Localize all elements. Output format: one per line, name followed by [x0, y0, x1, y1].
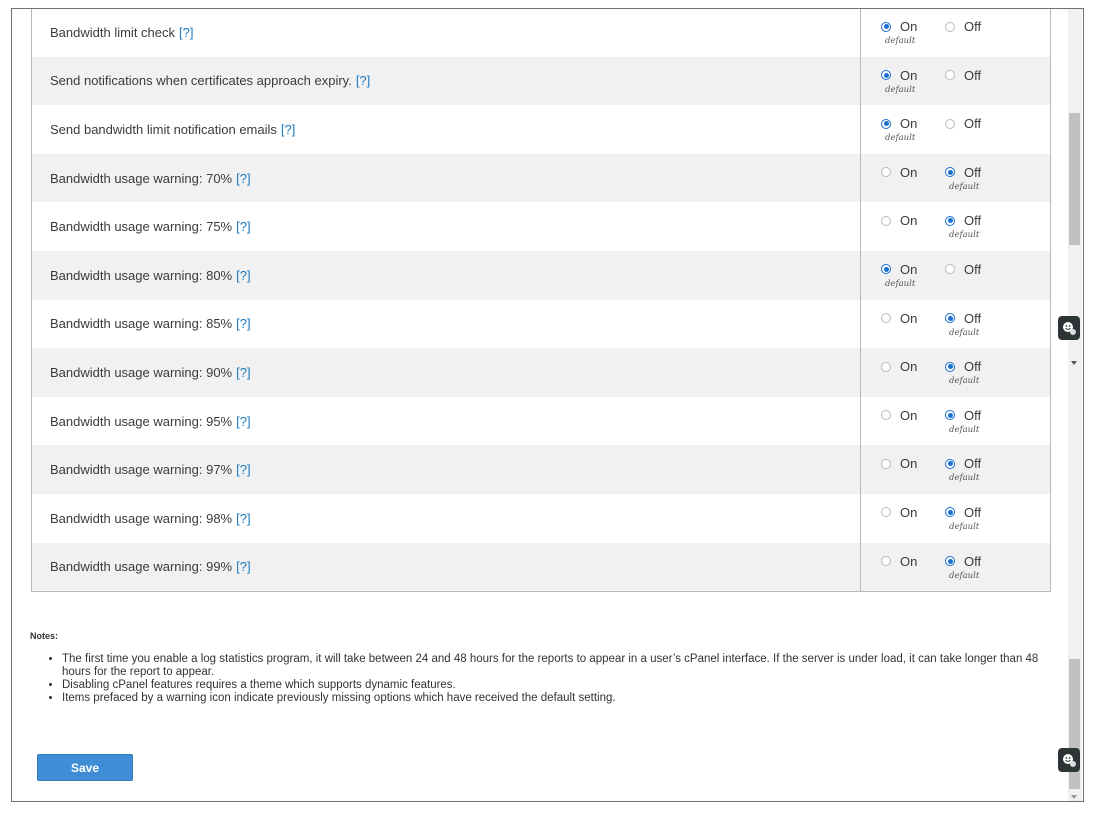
radio-off[interactable]	[945, 216, 955, 226]
option-off	[945, 505, 981, 532]
radio-on[interactable]	[881, 556, 891, 566]
radio-on-text: On	[900, 67, 918, 83]
radio-on-label[interactable]	[881, 213, 917, 228]
radio-on-text: On	[900, 213, 918, 229]
setting-label	[32, 105, 860, 154]
table-row	[32, 445, 1050, 494]
radio-on-text: On	[900, 310, 918, 326]
radio-on-text: On	[900, 504, 918, 520]
setting-label	[32, 397, 860, 446]
radio-on[interactable]	[881, 410, 891, 420]
scrollbar[interactable]	[1068, 9, 1082, 802]
radio-on-label[interactable]	[881, 165, 917, 180]
setting-label-text: Bandwidth usage warning: 80%	[50, 267, 233, 283]
option-off	[945, 456, 981, 483]
default-marker: default	[949, 181, 980, 192]
radio-off-text: Off	[964, 553, 982, 569]
option-cell	[860, 154, 1050, 203]
option-off	[945, 262, 981, 277]
setting-label	[32, 494, 860, 543]
option-on	[881, 116, 917, 143]
setting-label-text: Bandwidth usage warning: 85%	[50, 316, 233, 332]
table-row	[32, 154, 1050, 203]
help-link[interactable]: [?]	[236, 559, 251, 575]
radio-off-text: Off	[964, 67, 982, 83]
radio-off-text: Off	[964, 504, 982, 520]
option-off	[945, 554, 981, 581]
radio-off-label[interactable]	[945, 262, 981, 277]
radio-on-text: On	[900, 359, 918, 375]
radio-on-text: On	[900, 553, 918, 569]
help-link[interactable]: [?]	[236, 316, 251, 332]
notes-item: • The first time you enable a log statistics program, it will take between 24 and 48 hours for the reports to appear in a user’s cPanel interface. If the server is under load, it can take longer than 48 hours for the report to appear.	[62, 653, 1051, 679]
help-link[interactable]: [?]	[236, 170, 251, 186]
radio-off[interactable]	[945, 70, 955, 80]
default-marker: default	[885, 84, 916, 95]
radio-on[interactable]	[881, 70, 891, 80]
radio-off-label[interactable]	[945, 116, 981, 131]
table-row	[32, 494, 1050, 543]
radio-on-label[interactable]	[881, 408, 917, 423]
option-on	[881, 359, 917, 374]
table-row	[32, 348, 1050, 397]
radio-on[interactable]	[881, 362, 891, 372]
option-off	[945, 19, 981, 34]
radio-on-label[interactable]	[881, 311, 917, 326]
default-marker: default	[949, 570, 980, 581]
option-on	[881, 262, 917, 289]
table-row	[32, 202, 1050, 251]
radio-off-text: Off	[964, 407, 982, 423]
option-off	[945, 116, 981, 131]
radio-off[interactable]	[945, 556, 955, 566]
radio-on-label[interactable]	[881, 19, 917, 34]
radio-on-text: On	[900, 116, 918, 132]
radio-off[interactable]	[945, 410, 955, 420]
setting-label-text: Bandwidth usage warning: 75%	[50, 219, 233, 235]
default-marker: default	[949, 376, 980, 387]
option-on	[881, 19, 917, 46]
setting-label	[32, 8, 860, 57]
setting-label-text: Bandwidth usage warning: 98%	[50, 510, 233, 526]
setting-label	[32, 300, 860, 349]
notes-item: • Items prefaced by a warning icon indicate previously missing options which have received the default setting.	[62, 692, 1051, 705]
notes-title: Notes:	[30, 631, 59, 641]
help-link[interactable]: [?]	[280, 121, 296, 137]
radio-on-text: On	[900, 19, 918, 34]
option-cell	[860, 494, 1050, 543]
option-on	[881, 554, 917, 569]
option-off	[945, 213, 981, 240]
chevron-down-icon[interactable]	[1071, 361, 1077, 365]
default-marker: default	[885, 36, 916, 46]
radio-on-label[interactable]	[881, 116, 917, 131]
table-row	[32, 397, 1050, 446]
table-row	[32, 543, 1050, 592]
option-cell	[860, 445, 1050, 494]
radio-on-label[interactable]	[881, 554, 917, 569]
option-off	[945, 359, 981, 386]
setting-label	[32, 543, 860, 592]
setting-label	[32, 251, 860, 300]
setting-label-text: Bandwidth limit check	[50, 24, 175, 40]
radio-on-text: On	[900, 261, 918, 277]
option-on	[881, 311, 917, 326]
help-link[interactable]: [?]	[236, 413, 251, 429]
settings-table	[31, 8, 1051, 592]
radio-off[interactable]	[945, 507, 955, 517]
option-off	[945, 165, 981, 192]
table-row	[32, 300, 1050, 349]
save-button[interactable]: Save	[37, 754, 133, 781]
setting-label-text: Bandwidth usage warning: 97%	[50, 462, 233, 478]
radio-on[interactable]	[881, 216, 891, 226]
option-on	[881, 68, 917, 95]
radio-on[interactable]	[881, 22, 891, 32]
radio-on[interactable]	[881, 264, 891, 274]
help-link[interactable]: [?]	[236, 219, 251, 235]
notes-section	[31, 631, 1051, 705]
radio-on-text: On	[900, 407, 918, 423]
chat-bubble-icon[interactable]	[1058, 316, 1080, 340]
setting-label-text: Send notifications when certificates approach expiry.	[50, 73, 352, 89]
radio-on[interactable]	[881, 167, 891, 177]
radio-off-label[interactable]	[945, 359, 981, 374]
radio-off-label[interactable]	[945, 408, 981, 423]
table-row	[32, 57, 1050, 106]
setting-label	[32, 348, 860, 397]
radio-off-text: Off	[964, 164, 982, 180]
option-cell	[860, 202, 1050, 251]
radio-off-label[interactable]	[945, 505, 981, 520]
radio-on-label[interactable]	[881, 68, 917, 83]
default-marker: default	[949, 230, 980, 241]
radio-off-label[interactable]	[945, 68, 981, 83]
radio-off[interactable]	[945, 167, 955, 177]
option-cell	[860, 397, 1050, 446]
radio-off-text: Off	[964, 19, 982, 34]
radio-on[interactable]	[881, 313, 891, 323]
setting-label-text: Bandwidth usage warning: 90%	[50, 364, 233, 380]
help-link[interactable]: [?]	[236, 364, 251, 380]
setting-label-text: Bandwidth usage warning: 95%	[50, 413, 233, 429]
option-on	[881, 505, 917, 520]
help-link[interactable]: [?]	[355, 73, 371, 89]
default-marker: default	[949, 473, 980, 484]
setting-label	[32, 445, 860, 494]
default-marker: default	[949, 327, 980, 338]
radio-off-label[interactable]	[945, 213, 981, 228]
option-off	[945, 311, 981, 338]
option-on	[881, 165, 917, 180]
option-cell	[860, 300, 1050, 349]
radio-on-label[interactable]	[881, 262, 917, 277]
option-cell	[860, 543, 1050, 592]
scroll-down-arrow-icon[interactable]	[1071, 795, 1077, 799]
radio-off[interactable]	[945, 362, 955, 372]
radio-on-label[interactable]	[881, 505, 917, 520]
setting-label	[32, 57, 860, 106]
radio-on[interactable]	[881, 459, 891, 469]
setting-label	[32, 154, 860, 203]
radio-off-text: Off	[964, 456, 982, 472]
notes-list	[31, 653, 1051, 705]
setting-label-text: Bandwidth usage warning: 70%	[50, 170, 233, 186]
radio-on-text: On	[900, 164, 918, 180]
radio-on-text: On	[900, 456, 918, 472]
option-on	[881, 456, 917, 471]
radio-on-label[interactable]	[881, 456, 917, 471]
setting-label	[32, 202, 860, 251]
settings-frame	[11, 8, 1084, 802]
radio-off[interactable]	[945, 22, 955, 32]
default-marker: default	[885, 133, 916, 144]
setting-label-text: Send bandwidth limit notification emails	[50, 121, 277, 137]
notes-item: • Disabling cPanel features requires a theme which supports dynamic features.	[62, 679, 1051, 692]
radio-on-label[interactable]	[881, 359, 917, 374]
default-marker: default	[949, 521, 980, 532]
default-marker: default	[949, 424, 980, 435]
setting-label-text: Bandwidth usage warning: 99%	[50, 559, 233, 575]
radio-off[interactable]	[945, 313, 955, 323]
radio-off-label[interactable]	[945, 165, 981, 180]
scrollbar-thumb-upper[interactable]	[1069, 113, 1080, 245]
table-row	[32, 8, 1050, 57]
option-cell	[860, 8, 1050, 57]
help-link[interactable]: [?]	[236, 267, 251, 283]
table-row	[32, 251, 1050, 300]
radio-off-text: Off	[964, 310, 982, 326]
option-off	[945, 408, 981, 435]
radio-off-text: Off	[964, 116, 982, 132]
radio-off-label[interactable]	[945, 311, 981, 326]
radio-on[interactable]	[881, 119, 891, 129]
radio-on[interactable]	[881, 507, 891, 517]
help-link[interactable]: [?]	[179, 24, 194, 40]
radio-off-text: Off	[964, 261, 982, 277]
option-off	[945, 68, 981, 83]
radio-off-text: Off	[964, 359, 982, 375]
help-link[interactable]: [?]	[236, 462, 251, 478]
radio-off[interactable]	[945, 264, 955, 274]
option-cell	[860, 105, 1050, 154]
option-on	[881, 213, 917, 228]
radio-off[interactable]	[945, 459, 955, 469]
table-row	[32, 105, 1050, 154]
chat-bubble-icon[interactable]	[1058, 748, 1080, 772]
option-cell	[860, 57, 1050, 106]
radio-off[interactable]	[945, 119, 955, 129]
radio-off-label[interactable]	[945, 554, 981, 569]
radio-off-text: Off	[964, 213, 982, 229]
help-link[interactable]: [?]	[236, 510, 251, 526]
option-cell	[860, 348, 1050, 397]
option-on	[881, 408, 917, 423]
radio-off-label[interactable]	[945, 456, 981, 471]
default-marker: default	[885, 278, 916, 289]
option-cell	[860, 251, 1050, 300]
radio-off-label[interactable]	[945, 19, 981, 34]
